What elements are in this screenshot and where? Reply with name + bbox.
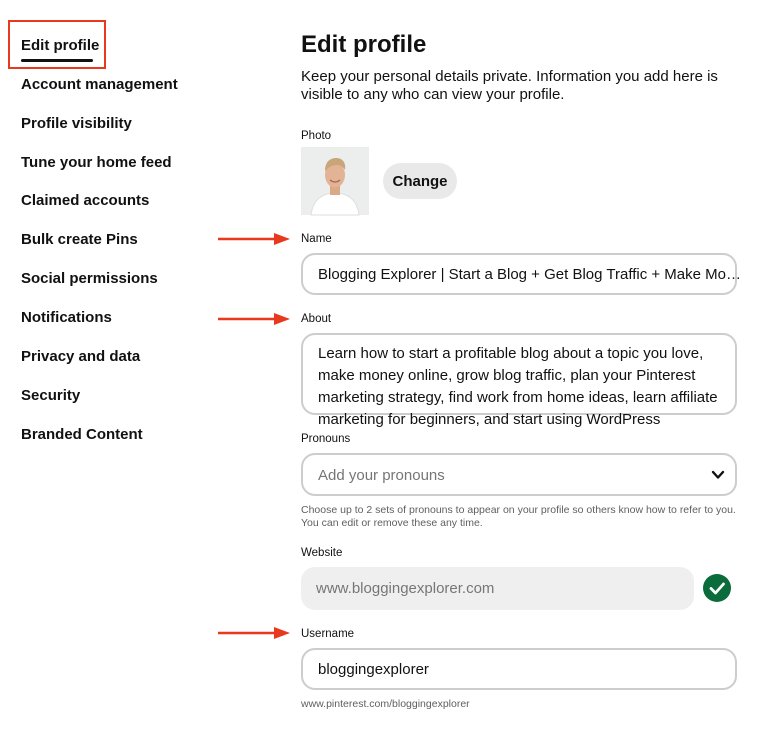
sidebar-item-edit-profile[interactable]: Edit profile: [21, 37, 100, 54]
sidebar-item-claimed-accounts[interactable]: Claimed accounts: [21, 192, 150, 209]
sidebar-item-profile-visibility[interactable]: Profile visibility: [21, 115, 132, 132]
website-field[interactable]: [301, 567, 694, 610]
sidebar-item-branded-content[interactable]: Branded Content: [21, 426, 143, 443]
pronouns-label: Pronouns: [301, 433, 351, 445]
website-value: www.bloggingexplorer.com: [316, 580, 495, 597]
sidebar-item-privacy-and-data[interactable]: Privacy and data: [21, 348, 141, 365]
pronouns-helper-text: Choose up to 2 sets of pronouns to appear on your profile so others know how to refer to you. You can edit or remove these any time.: [301, 504, 736, 529]
profile-url-text: www.pinterest.com/bloggingexplorer: [301, 698, 470, 710]
check-circle-icon: [703, 574, 731, 602]
page-subtitle: Keep your personal details private. Information you add here is visible to any who can view your profile.: [301, 68, 718, 103]
chevron-down-icon: [711, 469, 725, 481]
arrow-right-icon: [218, 626, 290, 640]
arrow-right-icon: [218, 232, 290, 246]
settings-sidebar: [0, 0, 240, 735]
sidebar-item-security[interactable]: Security: [21, 387, 81, 404]
avatar-photo: [301, 147, 369, 215]
pronouns-select[interactable]: [301, 453, 737, 496]
username-field[interactable]: [301, 648, 737, 690]
name-value: Blogging Explorer | Start a Blog + Get Blog Traffic + Make Mo…: [318, 266, 741, 283]
about-textarea[interactable]: [301, 333, 737, 428]
about-label: About: [301, 313, 332, 325]
website-label: Website: [301, 547, 343, 559]
name-label: Name: [301, 233, 332, 245]
sidebar-item-notifications[interactable]: Notifications: [21, 309, 112, 326]
name-field[interactable]: [301, 253, 741, 295]
username-label: Username: [301, 628, 355, 640]
sidebar-item-bulk-create-pins[interactable]: Bulk create Pins: [21, 231, 138, 248]
sidebar-item-social-permissions[interactable]: Social permissions: [21, 270, 158, 287]
avatar: [301, 147, 369, 215]
annotation-highlight-box: [8, 20, 106, 69]
page-title: Edit profile: [301, 31, 427, 58]
username-value: bloggingexplorer: [318, 661, 429, 678]
arrow-right-icon: [218, 312, 290, 326]
about-value: Learn how to start a profitable blog about a topic you love, make money online, grow blog traffic, plan your Pinterest marketing strategy, find work from home ideas, learn affiliate marketing for beginners, and start using WordPress: [318, 345, 718, 428]
sidebar-item-tune-home-feed[interactable]: Tune your home feed: [21, 154, 172, 171]
change-photo-button[interactable]: Change: [383, 163, 457, 199]
sidebar-item-account-management[interactable]: Account management: [21, 76, 178, 93]
photo-label: Photo: [301, 130, 332, 142]
pronouns-placeholder: Add your pronouns: [318, 467, 445, 484]
